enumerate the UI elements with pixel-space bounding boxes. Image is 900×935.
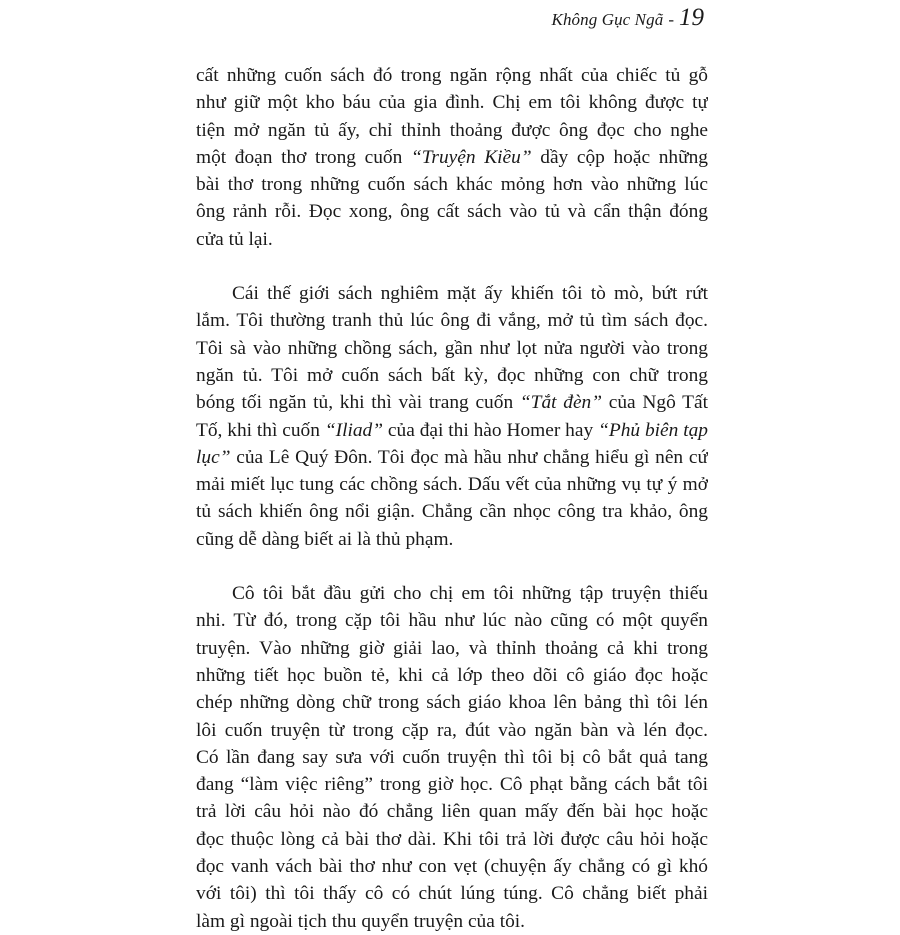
text-line <box>196 744 708 771</box>
text-run: cửa tủ lại. <box>196 228 273 250</box>
text-line <box>196 89 708 116</box>
text-line <box>196 580 708 607</box>
text-line <box>196 798 708 825</box>
text-line <box>196 662 708 689</box>
text-run: như giữ một kho báu của gia đình. Chị em tôi không được tự <box>196 92 708 114</box>
text-run: mải miết lục tung các chồng sách. Dấu vết của những vụ tự ý mở <box>196 474 708 496</box>
text-run: truyện. Vào những giờ giải lao, và thỉnh thoảng cả khi trong <box>196 637 708 659</box>
text-run: chép những dòng chữ trong sách giáo khoa lên bảng thì tôi lén <box>196 692 708 714</box>
text-run: Tôi sà vào những chồng sách, gần như lọt nửa người vào trong <box>196 337 708 359</box>
text-line <box>196 335 708 362</box>
text-run: nhi. Từ đó, trong cặp tôi hầu như lúc nào cũng có một quyển <box>196 610 708 632</box>
running-header-separator: - <box>668 10 674 29</box>
text-line <box>196 526 708 553</box>
text-line <box>196 853 708 880</box>
text-line <box>196 280 708 307</box>
running-header-title: Không Gục Ngã <box>551 10 664 29</box>
text-line <box>196 417 708 444</box>
text-run: trả lời câu hỏi nào đó chẳng liên quan mấy đến bài học hoặc <box>196 801 708 823</box>
text-run: đọc vanh vách bài thơ như con vẹt (chuyện ấy chẳng có gì khó <box>196 856 708 878</box>
text-run: bài thơ trong những cuốn sách khác mỏng hơn vào những lúc <box>196 174 708 196</box>
text-run: bóng tối ngăn tủ, khi thì vài trang cuốn <box>196 392 520 414</box>
italic-title: “Phủ biên tạp <box>598 419 708 441</box>
running-header <box>552 4 704 32</box>
text-run: Cái thế giới sách nghiêm mặt ấy khiến tôi tò mò, bứt rứt <box>232 283 708 305</box>
paragraph <box>196 280 708 553</box>
text-run: tủ sách khiến ông nổi giận. Chẳng cần nhọc công tra khảo, ông <box>196 501 708 523</box>
text-line <box>196 880 708 907</box>
text-run: của đại thi hào Homer hay <box>383 419 599 441</box>
text-run: ông rảnh rỗi. Đọc xong, ông cất sách vào tủ và cẩn thận đóng <box>196 201 708 223</box>
text-line <box>196 362 708 389</box>
text-line <box>196 771 708 798</box>
paragraph-gap <box>196 553 708 580</box>
italic-title: “Iliad” <box>324 419 384 441</box>
text-line <box>196 908 708 935</box>
text-line <box>196 689 708 716</box>
text-run: cũng dễ dàng biết ai là thủ phạm. <box>196 528 454 550</box>
text-run: dầy cộp hoặc những <box>531 146 708 168</box>
text-run: Cô tôi bắt đầu gửi cho chị em tôi những tập truyện thiếu <box>232 583 708 605</box>
text-run: của Ngô Tất <box>602 392 708 414</box>
paragraph <box>196 62 708 253</box>
italic-title: “Truyện Kiều” <box>410 146 532 168</box>
text-run: làm gì ngoài tịch thu quyển truyện của tôi. <box>196 910 526 932</box>
body-text <box>196 62 708 935</box>
text-line <box>196 717 708 744</box>
text-run: ngăn tủ. Tôi mở cuốn sách bất kỳ, đọc những con chữ trong <box>196 364 708 386</box>
paragraph-gap <box>196 253 708 280</box>
text-run: cất những cuốn sách đó trong ngăn rộng nhất của chiếc tủ gỗ <box>196 65 708 86</box>
paragraph <box>196 580 708 935</box>
text-line <box>196 226 708 253</box>
text-line <box>196 498 708 525</box>
text-line <box>196 826 708 853</box>
text-run: tiện mở ngăn tủ ấy, chỉ thỉnh thoảng được ông đọc cho nghe <box>196 119 708 141</box>
text-run: lôi cuốn truyện từ trong cặp ra, đút vào ngăn bàn và lén đọc. <box>196 719 708 741</box>
text-line <box>196 171 708 198</box>
text-run: đang “làm việc riêng” trong giờ học. Cô phạt bằng cách bắt tôi <box>196 774 708 796</box>
italic-title: lục” <box>196 446 231 468</box>
text-run: đọc thuộc lòng cả bài thơ dài. Khi tôi trả lời được câu hỏi hoặc <box>196 828 708 850</box>
text-line <box>196 144 708 171</box>
text-line <box>196 607 708 634</box>
text-line <box>196 444 708 471</box>
page-number: 19 <box>679 4 704 31</box>
text-line <box>196 471 708 498</box>
text-run: lắm. Tôi thường tranh thủ lúc ông đi vắng, mở tủ tìm sách đọc. <box>196 310 708 332</box>
text-line <box>196 62 708 89</box>
text-run: của Lê Quý Đôn. Tôi đọc mà hầu như chẳng hiểu gì nên cứ <box>230 446 708 468</box>
text-line <box>196 389 708 416</box>
text-run: với tôi) thì tôi thấy cô có chút lúng túng. Cô chẳng biết phải <box>196 883 708 905</box>
text-run: Có lần đang say sưa với cuốn truyện thì tôi bị cô bắt quả tang <box>196 746 708 768</box>
text-line <box>196 117 708 144</box>
text-line <box>196 635 708 662</box>
text-run: những tiết học buồn tẻ, khi cả lớp theo dõi cô giáo đọc hoặc <box>196 664 708 686</box>
italic-title: “Tắt đèn” <box>519 392 603 414</box>
text-line <box>196 198 708 225</box>
text-run: một đoạn thơ trong cuốn <box>196 146 411 168</box>
text-run: Tố, khi thì cuốn <box>196 419 325 441</box>
text-line <box>196 307 708 334</box>
